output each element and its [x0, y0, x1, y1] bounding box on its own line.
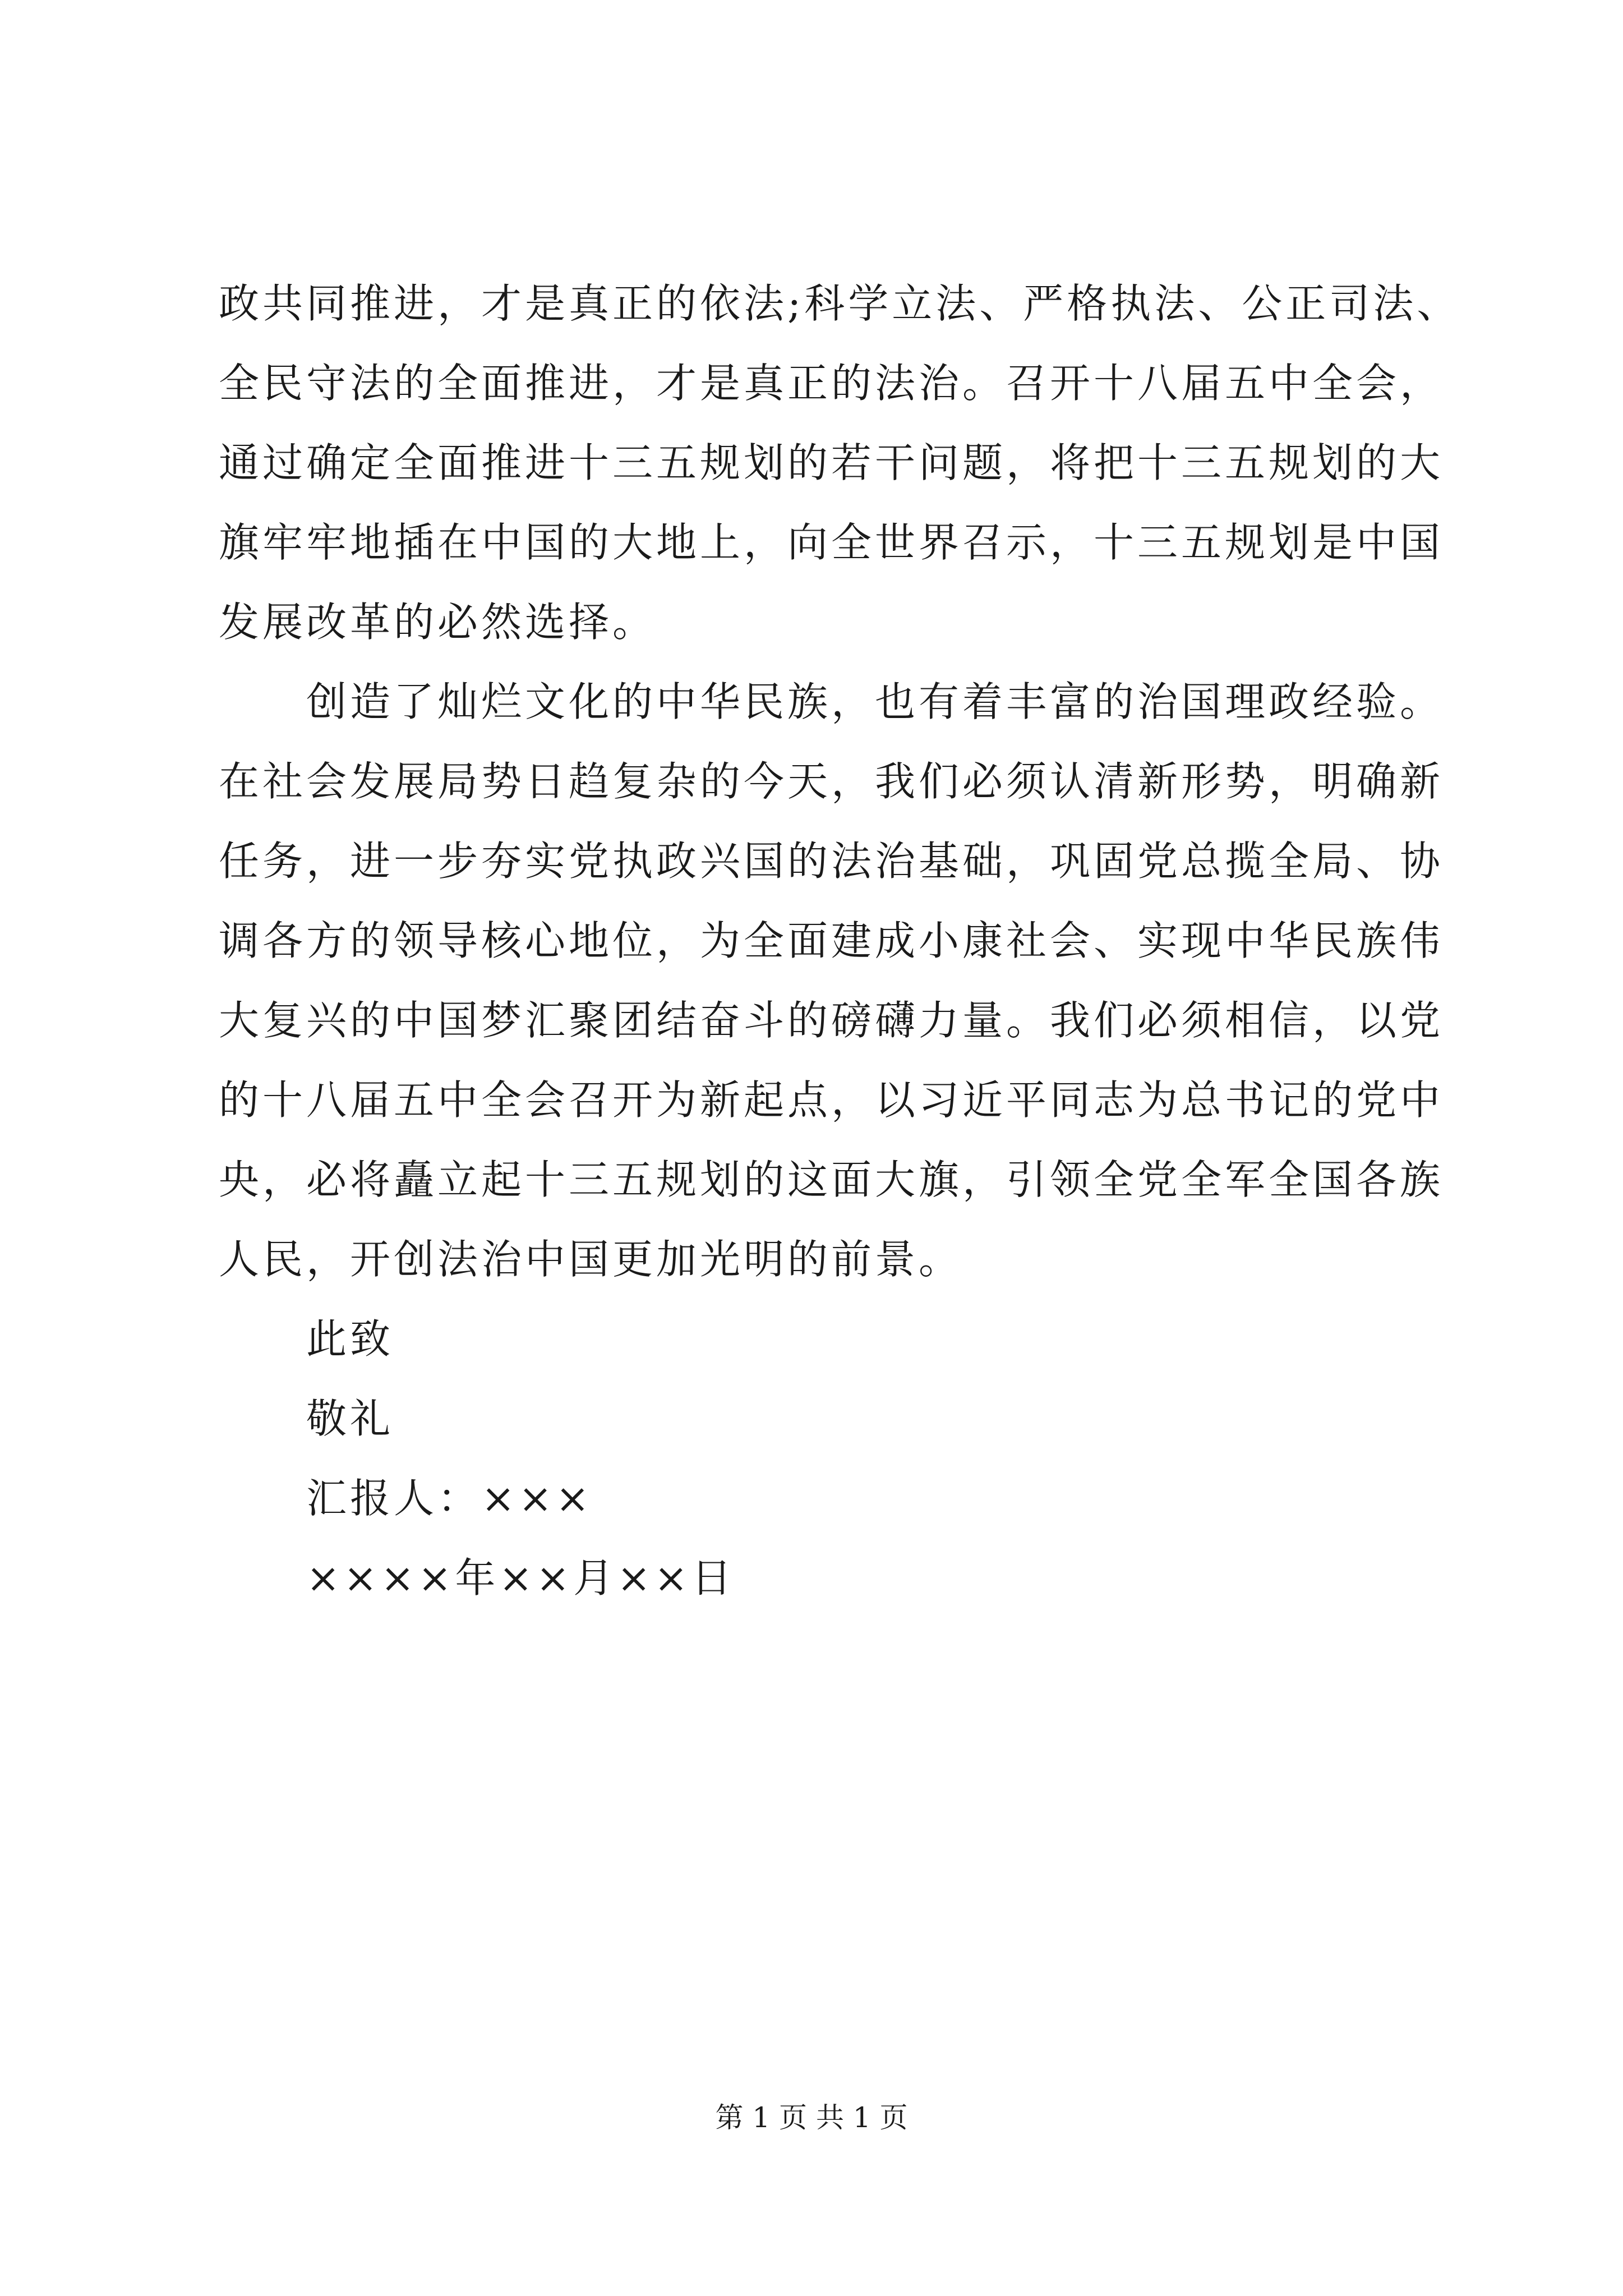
paragraph-2-line-3: 任务，进一步夯实党执政兴国的法治基础，巩固党总揽全局、协 — [219, 838, 1444, 885]
page-number: 第 1 页 共 1 页 — [715, 2101, 908, 2134]
closing-line: 此致 — [306, 1315, 394, 1363]
page-footer — [0, 2098, 1623, 2137]
paragraph-2-line-5: 大复兴的中国梦汇聚团结奋斗的磅礴力量。我们必须相信，以党 — [219, 997, 1444, 1044]
paragraph-1-line-1: 政共同推进，才是真正的依法;科学立法、严格执法、公正司法、 — [219, 280, 1461, 327]
letter-body — [219, 264, 1461, 1618]
salute-line: 敬礼 — [306, 1395, 394, 1442]
paragraph-1-line-4: 旗牢牢地插在中国的大地上，向全世界召示，十三五规划是中国 — [219, 519, 1444, 566]
paragraph-1-line-2: 全民守法的全面推进，才是真正的法治。召开十八届五中全会， — [219, 360, 1444, 407]
paragraph-2-line-7: 央，必将矗立起十三五规划的这面大旗，引领全党全军全国各族 — [219, 1156, 1444, 1203]
paragraph-2-line-6: 的十八届五中全会召开为新起点，以习近平同志为总书记的党中 — [219, 1076, 1444, 1124]
paragraph-1-line-3: 通过确定全面推进十三五规划的若干问题，将把十三五规划的大 — [219, 439, 1444, 486]
paragraph-2-line-4: 调各方的领导核心地位，为全面建成小康社会、实现中华民族伟 — [219, 917, 1444, 964]
date-line: ××××年××月××日 — [306, 1554, 735, 1602]
reporter-line: 汇报人：××× — [306, 1475, 593, 1522]
paragraph-2-line-2: 在社会发展局势日趋复杂的今天，我们必须认清新形势，明确新 — [219, 758, 1444, 805]
paragraph-1-line-5: 发展改革的必然选择。 — [219, 599, 657, 646]
paragraph-2-line-8: 人民，开创法治中国更加光明的前景。 — [219, 1236, 963, 1283]
paragraph-2-line-1: 创造了灿烂文化的中华民族，也有着丰富的治国理政经验。 — [306, 678, 1444, 725]
